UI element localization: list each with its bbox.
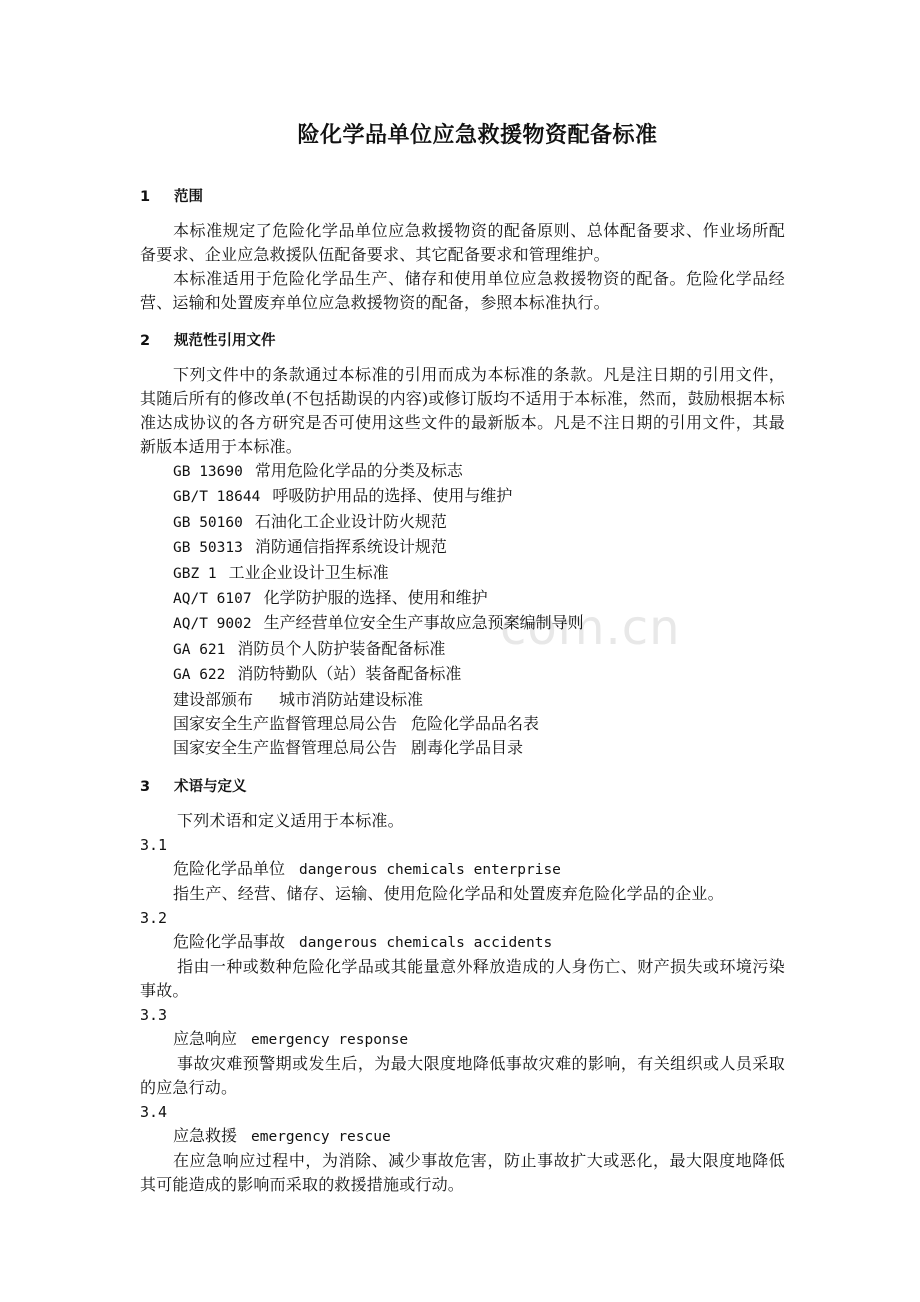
term-entry — [140, 833, 785, 906]
reference-code: AQ/T 9002 — [173, 616, 252, 633]
reference-item — [140, 736, 785, 760]
reference-item — [140, 535, 785, 560]
section-title: 规范性引用文件 — [174, 333, 276, 349]
term-entry — [140, 1100, 785, 1197]
section-title: 范围 — [174, 189, 203, 205]
reference-item — [140, 510, 785, 535]
term-entry — [140, 906, 785, 1003]
reference-name: 呼吸防护用品的选择、使用与维护 — [272, 486, 513, 506]
watermark: com.cn — [500, 600, 681, 656]
term-heading — [140, 857, 785, 882]
term-en: emergency rescue — [251, 1128, 391, 1145]
term-zh: 危险化学品事故 — [173, 931, 286, 951]
term-number: 3.3 — [140, 1005, 168, 1024]
reference-code: GB 13690 — [173, 464, 243, 480]
term-zh: 危险化学品单位 — [173, 858, 286, 878]
section-number: 3 — [140, 778, 151, 795]
reference-name: 城市消防站建设标准 — [279, 689, 424, 709]
term-number: 3.4 — [140, 1102, 168, 1121]
section-heading — [140, 185, 785, 209]
term-heading — [140, 1124, 785, 1149]
reference-item — [140, 637, 785, 662]
term-entry — [140, 1003, 785, 1100]
term-heading — [140, 1027, 785, 1052]
section-number: 1 — [140, 189, 151, 205]
term-number: 3.2 — [140, 908, 168, 927]
reference-item — [140, 586, 785, 611]
reference-item — [140, 662, 785, 687]
reference-code: 建设部颁布 — [173, 689, 254, 709]
term-definition: 指由一种或数种危险化学品或其能量意外释放造成的人身伤亡、财产损失或环境污染事故。 — [140, 956, 785, 1000]
reference-name: 危险化学品品名表 — [411, 714, 540, 734]
section-scope — [140, 185, 785, 315]
reference-code: GA 621 — [173, 641, 226, 658]
reference-name: 消防通信指挥系统设计规范 — [254, 537, 447, 557]
paragraph: 本标准适用于危险化学品生产、储存和使用单位应急救援物资的配备。危险化学品经营、运输和处置废弃单位应急救援物资的配备，参照本标准执行。 — [140, 269, 785, 312]
term-zh: 应急响应 — [173, 1028, 238, 1048]
section-normative-references — [140, 329, 785, 761]
document-page — [140, 118, 785, 1197]
reference-name: 工业企业设计卫生标准 — [228, 562, 389, 582]
section-terms-definitions — [140, 775, 785, 1197]
reference-name: 剧毒化学品目录 — [411, 738, 524, 758]
term-definition: 在应急响应过程中，为消除、减少事故危害，防止事故扩大或恶化，最大限度地降低其可能造成的影响而采取的救援措施或行动。 — [140, 1150, 785, 1194]
paragraph: 下列术语和定义适用于本标准。 — [177, 810, 404, 830]
document-title: 险化学品单位应急救援物资配备标准 — [297, 123, 658, 148]
term-definition: 事故灾难预警期或发生后，为最大限度地降低事故灾难的影响，有关组织或人员采取的应急行动。 — [140, 1053, 785, 1097]
reference-item — [140, 484, 785, 509]
term-en: dangerous chemicals accidents — [299, 934, 553, 951]
term-number: 3.1 — [140, 835, 168, 854]
paragraph: 下列文件中的条款通过本标准的引用而成为本标准的条款。凡是注日期的引用文件，其随后所有的修改单(不包括勘误的内容)或修订版均不适用于本标准，然而，鼓励根据本标准达成协议的各方研究是否可使用这些文件的最新版本。凡是不注日期的引用文件，其最新版本适用于本标准。 — [140, 365, 785, 456]
reference-item — [140, 561, 785, 586]
term-heading — [140, 930, 785, 955]
reference-code: GB 50160 — [173, 514, 243, 531]
reference-item — [140, 611, 785, 636]
term-definition: 指生产、经营、储存、运输、使用危险化学品和处置废弃危险化学品的企业。 — [173, 883, 724, 903]
reference-code: GBZ 1 — [173, 565, 217, 582]
reference-item — [140, 459, 785, 484]
reference-name: 消防特勤队（站）装备配备标准 — [237, 664, 462, 684]
reference-name: 生产经营单位安全生产事故应急预案编制导则 — [263, 613, 584, 633]
reference-name: 化学防护服的选择、使用和维护 — [263, 588, 488, 608]
section-heading — [140, 775, 785, 799]
term-en: dangerous chemicals enterprise — [299, 861, 561, 878]
reference-name: 石油化工企业设计防火规范 — [254, 511, 447, 531]
reference-item — [140, 712, 785, 736]
reference-code: 国家安全生产监督管理总局公告 — [173, 738, 398, 758]
reference-code: GB 50313 — [173, 540, 243, 557]
reference-item — [140, 688, 785, 712]
section-heading — [140, 329, 785, 353]
reference-name: 常用危险化学品的分类及标志 — [254, 461, 463, 480]
reference-code: GA 622 — [173, 667, 226, 684]
reference-list — [140, 459, 785, 761]
section-number: 2 — [140, 333, 151, 349]
reference-name: 消防员个人防护装备配备标准 — [237, 638, 446, 658]
term-zh: 应急救援 — [173, 1125, 238, 1145]
term-en: emergency response — [251, 1031, 409, 1048]
paragraph: 本标准规定了危险化学品单位应急救援物资的配备原则、总体配备要求、作业场所配备要求、企业应急救援队伍配备要求、其它配备要求和管理维护。 — [140, 221, 785, 264]
section-title: 术语与定义 — [174, 778, 247, 795]
reference-code: 国家安全生产监督管理总局公告 — [173, 714, 398, 734]
reference-code: AQ/T 6107 — [173, 591, 252, 608]
reference-code: GB/T 18644 — [173, 489, 261, 506]
